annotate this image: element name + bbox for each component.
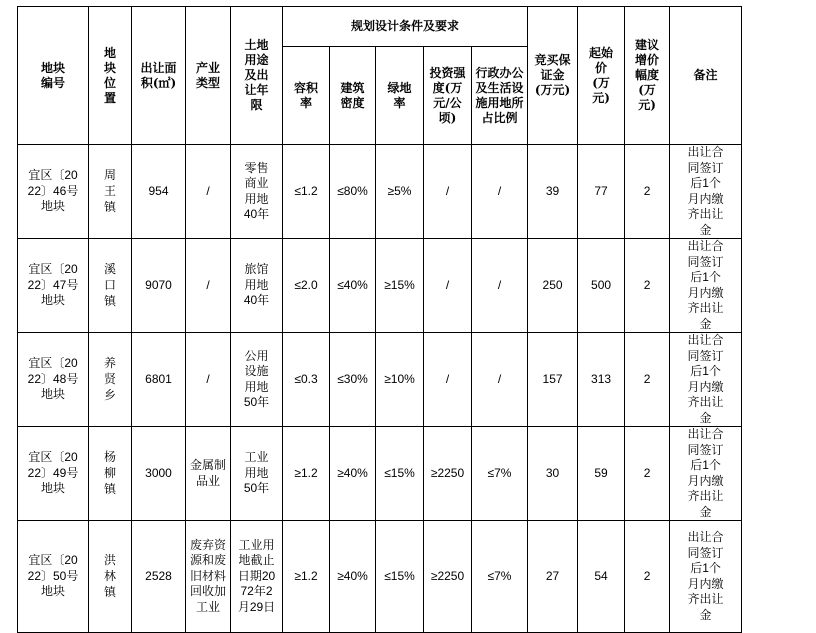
plot-location: 洪林镇 <box>89 521 132 633</box>
plot-admin-ratio: / <box>472 239 528 333</box>
header-area: 出让面积(㎡) <box>132 7 186 145</box>
header-start-price: 起始价(万元) <box>578 7 625 145</box>
header-far: 容积率 <box>283 47 330 145</box>
plot-investment: ≥2250 <box>424 521 472 633</box>
plot-remarks: 出让合同签订后1个月内缴齐出让金 <box>670 521 742 633</box>
plot-increment: 2 <box>625 427 670 521</box>
plot-industry: / <box>186 145 231 239</box>
plot-industry: / <box>186 333 231 427</box>
plot-admin-ratio: / <box>472 145 528 239</box>
header-density: 建筑密度 <box>330 47 376 145</box>
header-location: 地块位置 <box>89 7 132 145</box>
plot-far: ≥1.2 <box>283 521 330 633</box>
plot-location: 溪口镇 <box>89 239 132 333</box>
plot-area: 954 <box>132 145 186 239</box>
plot-investment: / <box>424 239 472 333</box>
plot-far: ≤0.3 <box>283 333 330 427</box>
header-industry: 产业类型 <box>186 7 231 145</box>
plot-investment: / <box>424 333 472 427</box>
plot-green: ≤15% <box>376 427 424 521</box>
plot-start-price: 54 <box>578 521 625 633</box>
plot-id: 宜区〔2022〕49号地块 <box>18 427 89 521</box>
header-investment: 投资强度(万元/公顷) <box>424 47 472 145</box>
plot-density: ≥40% <box>330 427 376 521</box>
plot-start-price: 313 <box>578 333 625 427</box>
plot-remarks: 出让合同签订后1个月内缴齐出让金 <box>670 239 742 333</box>
plot-green: ≥5% <box>376 145 424 239</box>
plot-start-price: 77 <box>578 145 625 239</box>
plot-investment: ≥2250 <box>424 427 472 521</box>
plot-increment: 2 <box>625 239 670 333</box>
table-row <box>18 333 742 427</box>
plot-area: 9070 <box>132 239 186 333</box>
plot-industry: 金属制品业 <box>186 427 231 521</box>
plot-start-price: 59 <box>578 427 625 521</box>
table-row <box>18 239 742 333</box>
table-row <box>18 521 742 633</box>
plot-land-use: 工业用地50年 <box>231 427 283 521</box>
header-plot-no: 地块编号 <box>18 7 89 145</box>
plot-far: ≤2.0 <box>283 239 330 333</box>
plot-green: ≥10% <box>376 333 424 427</box>
plot-id: 宜区〔2022〕46号地块 <box>18 145 89 239</box>
plot-admin-ratio: ≤7% <box>472 521 528 633</box>
plot-remarks: 出让合同签订后1个月内缴齐出让金 <box>670 145 742 239</box>
plot-density: ≤80% <box>330 145 376 239</box>
plot-increment: 2 <box>625 145 670 239</box>
land-parcel-table <box>17 6 742 633</box>
table-row <box>18 427 742 521</box>
plot-land-use: 旅馆用地40年 <box>231 239 283 333</box>
plot-start-price: 500 <box>578 239 625 333</box>
header-planning-group: 规划设计条件及要求 <box>283 7 528 47</box>
plot-land-use: 工业用地截止日期2072年2月29日 <box>231 521 283 633</box>
header-land-use: 土地用途及出让年限 <box>231 7 283 145</box>
plot-land-use: 零售商业用地40年 <box>231 145 283 239</box>
plot-deposit: 30 <box>528 427 578 521</box>
plot-location: 周王镇 <box>89 145 132 239</box>
plot-area: 3000 <box>132 427 186 521</box>
plot-area: 6801 <box>132 333 186 427</box>
plot-green: ≥15% <box>376 239 424 333</box>
table-row <box>18 145 742 239</box>
plot-industry: / <box>186 239 231 333</box>
plot-far: ≥1.2 <box>283 427 330 521</box>
plot-land-use: 公用设施用地50年 <box>231 333 283 427</box>
plot-increment: 2 <box>625 333 670 427</box>
header-increment: 建议增价幅度(万元) <box>625 7 670 145</box>
plot-investment: / <box>424 145 472 239</box>
header-remarks: 备注 <box>670 7 742 145</box>
plot-location: 杨柳镇 <box>89 427 132 521</box>
header-green: 绿地率 <box>376 47 424 145</box>
plot-remarks: 出让合同签订后1个月内缴齐出让金 <box>670 427 742 521</box>
plot-far: ≤1.2 <box>283 145 330 239</box>
plot-area: 2528 <box>132 521 186 633</box>
plot-remarks: 出让合同签订后1个月内缴齐出让金 <box>670 333 742 427</box>
plot-deposit: 157 <box>528 333 578 427</box>
plot-deposit: 27 <box>528 521 578 633</box>
plot-id: 宜区〔2022〕50号地块 <box>18 521 89 633</box>
plot-density: ≤30% <box>330 333 376 427</box>
plot-location: 养贤乡 <box>89 333 132 427</box>
header-deposit: 竞买保证金(万元) <box>528 7 578 145</box>
plot-increment: 2 <box>625 521 670 633</box>
plot-green: ≤15% <box>376 521 424 633</box>
plot-density: ≤40% <box>330 239 376 333</box>
plot-density: ≥40% <box>330 521 376 633</box>
plot-id: 宜区〔2022〕48号地块 <box>18 333 89 427</box>
plot-id: 宜区〔2022〕47号地块 <box>18 239 89 333</box>
plot-admin-ratio: / <box>472 333 528 427</box>
plot-industry: 废弃资源和废旧材料回收加工业 <box>186 521 231 633</box>
plot-deposit: 39 <box>528 145 578 239</box>
plot-deposit: 250 <box>528 239 578 333</box>
plot-admin-ratio: ≤7% <box>472 427 528 521</box>
header-admin-ratio: 行政办公及生活设施用地所占比例 <box>472 47 528 145</box>
